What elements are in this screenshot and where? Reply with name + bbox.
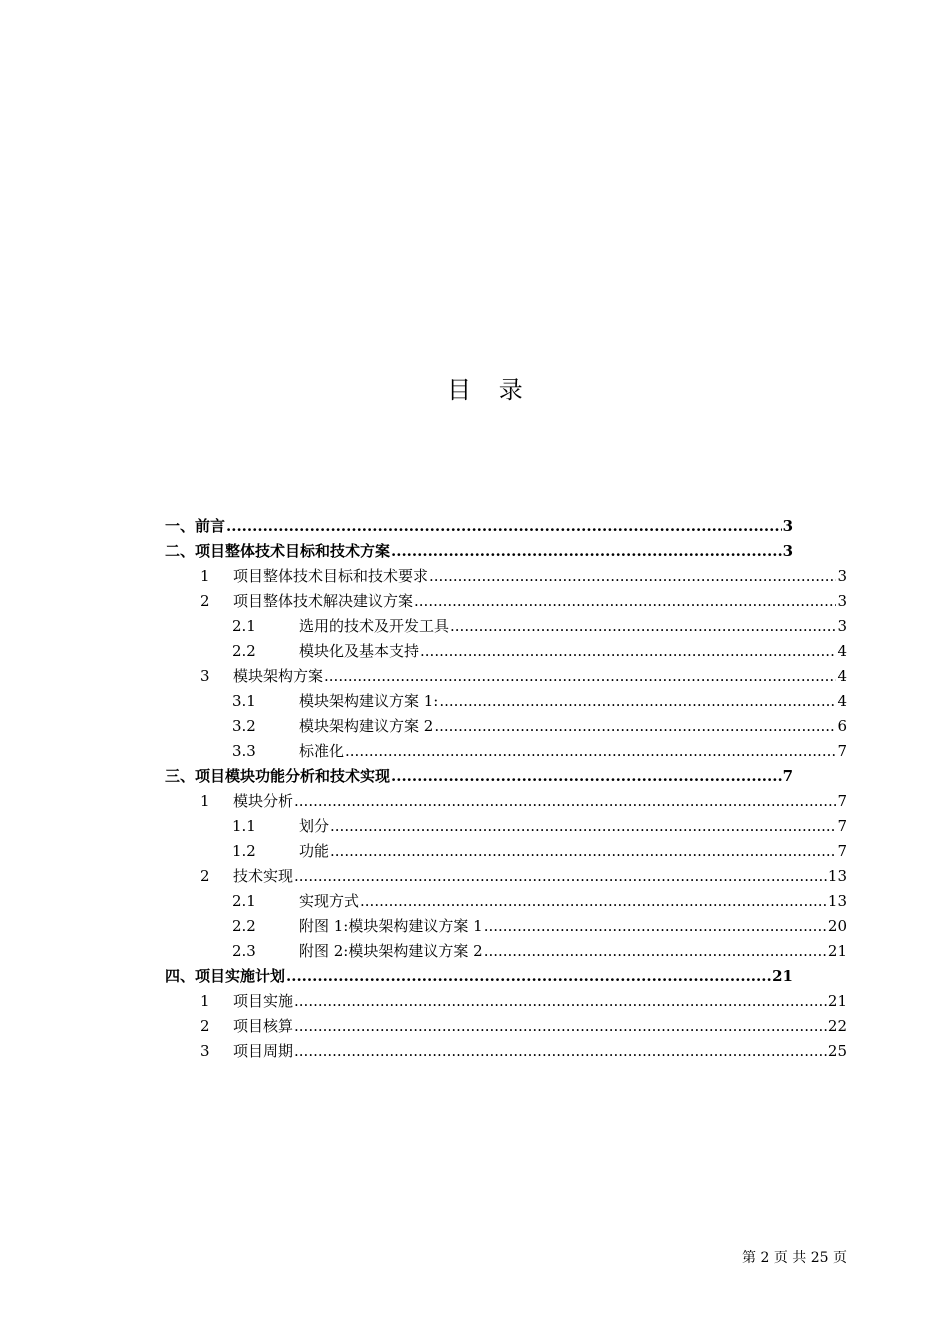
toc-dot-leader: [360, 889, 827, 914]
toc-entry-label: 项目周期: [233, 1042, 294, 1060]
toc-entry-number: 2.2: [232, 642, 256, 660]
toc-entry[interactable]: [165, 539, 847, 564]
toc-entry-number: 1: [200, 567, 210, 585]
toc-entry-label: 技术实现: [233, 867, 294, 885]
toc-dot-leader: [429, 564, 836, 589]
toc-entry[interactable]: [165, 914, 847, 939]
toc-entry-page: 7: [837, 742, 847, 760]
toc-entry-page: 21: [827, 992, 847, 1010]
toc-dot-leader: [414, 589, 836, 614]
toc-entry[interactable]: [165, 739, 847, 764]
toc-entry-line: [232, 814, 847, 839]
toc-entry[interactable]: [165, 1039, 847, 1064]
toc-dot-leader: [294, 864, 827, 889]
toc-entry-line: [232, 839, 847, 864]
toc-entry-page: 4: [837, 642, 847, 660]
toc-entry[interactable]: [165, 864, 847, 889]
toc-entry-page: 4: [837, 667, 847, 685]
toc-dot-leader: [345, 739, 836, 764]
toc-entry-label: 模块化及基本支持: [299, 642, 420, 660]
toc-entry-line: [165, 964, 793, 989]
toc-entry-label: 标准化: [299, 742, 345, 760]
toc-entry-line: [200, 589, 847, 614]
toc-entry[interactable]: [165, 814, 847, 839]
toc-entry-line: [200, 1014, 847, 1039]
toc-entry-line: [165, 539, 793, 564]
toc-entry-number: 2.1: [232, 892, 256, 910]
toc-entry-page: 3: [782, 517, 793, 535]
toc-entry-line: [232, 689, 847, 714]
toc-dot-leader: [330, 839, 836, 864]
toc-entry[interactable]: [165, 889, 847, 914]
toc-entry-page: 7: [837, 842, 847, 860]
toc-entry-number: 1.2: [232, 842, 256, 860]
toc-entry-label: 附图 2:模块架构建议方案 2: [299, 942, 483, 960]
toc-entry[interactable]: [165, 1014, 847, 1039]
toc-dot-leader: [484, 914, 827, 939]
toc-entry-line: [200, 789, 847, 814]
toc-entry[interactable]: [165, 589, 847, 614]
toc-entry-label: 附图 1:模块架构建议方案 1: [299, 917, 483, 935]
toc-entry[interactable]: [165, 964, 847, 989]
toc-entry[interactable]: [165, 664, 847, 689]
toc-entry-label: 划分: [299, 817, 330, 835]
table-of-contents: [165, 514, 847, 1064]
toc-entry-label: 模块架构方案: [233, 667, 324, 685]
toc-entry-label: 二、项目整体技术目标和技术方案: [165, 542, 391, 560]
toc-dot-leader: [286, 964, 771, 989]
toc-entry-page: 7: [837, 817, 847, 835]
toc-entry-page: 3: [837, 617, 847, 635]
toc-entry-page: 7: [837, 792, 847, 810]
toc-entry-label: 选用的技术及开发工具: [299, 617, 450, 635]
toc-entry[interactable]: [165, 614, 847, 639]
toc-entry-line: [200, 1039, 847, 1064]
toc-entry-label: 项目实施: [233, 992, 294, 1010]
toc-entry-page: 21: [827, 942, 847, 960]
page-footer: [742, 1247, 847, 1267]
toc-dot-leader: [484, 939, 827, 964]
toc-entry-line: [200, 989, 847, 1014]
toc-entry-page: 13: [827, 892, 847, 910]
toc-entry-page: 22: [827, 1017, 847, 1035]
toc-entry-page: 4: [837, 692, 847, 710]
toc-entry-label: 三、项目模块功能分析和技术实现: [165, 767, 391, 785]
toc-entry[interactable]: [165, 689, 847, 714]
toc-entry-page: 3: [782, 542, 793, 560]
toc-entry-label: 项目核算: [233, 1017, 294, 1035]
toc-entry-line: [232, 614, 847, 639]
toc-entry-line: [200, 564, 847, 589]
toc-entry-line: [200, 864, 847, 889]
toc-entry-number: 2.2: [232, 917, 256, 935]
toc-entry-label: 模块分析: [233, 792, 294, 810]
toc-dot-leader: [330, 814, 836, 839]
toc-entry-page: 20: [827, 917, 847, 935]
toc-entry-label: 一、前言: [165, 517, 226, 535]
toc-entry-line: [232, 889, 847, 914]
toc-entry-number: 3.3: [232, 742, 256, 760]
toc-entry-label: 模块架构建议方案 1:: [299, 692, 439, 710]
toc-entry-line: [232, 639, 847, 664]
toc-dot-leader: [439, 689, 836, 714]
toc-entry-label: 功能: [299, 842, 330, 860]
toc-entry-line: [165, 764, 793, 789]
toc-dot-leader: [450, 614, 836, 639]
toc-entry-page: 21: [772, 967, 793, 985]
toc-dot-leader: [294, 789, 836, 814]
toc-entry-page: 25: [827, 1042, 847, 1060]
toc-entry-label: 模块架构建议方案 2: [299, 717, 434, 735]
toc-entry-line: [200, 664, 847, 689]
toc-dot-leader: [294, 1014, 827, 1039]
toc-entry[interactable]: [165, 839, 847, 864]
toc-entry[interactable]: [165, 764, 847, 789]
toc-dot-leader: [294, 1039, 827, 1064]
toc-entry-number: 2: [200, 867, 210, 885]
toc-entry-line: [232, 914, 847, 939]
toc-entry-number: 3.1: [232, 692, 256, 710]
toc-entry-page: 3: [837, 567, 847, 585]
toc-entry[interactable]: [165, 789, 847, 814]
toc-entry-number: 1.1: [232, 817, 256, 835]
toc-title: 目 录: [447, 376, 533, 404]
toc-dot-leader: [434, 714, 836, 739]
toc-dot-leader: [324, 664, 836, 689]
toc-entry-label: 项目整体技术解决建议方案: [233, 592, 414, 610]
toc-entry-number: 2.1: [232, 617, 256, 635]
toc-entry[interactable]: [165, 989, 847, 1014]
toc-entry-line: [232, 714, 847, 739]
toc-entry-page: 13: [827, 867, 847, 885]
toc-dot-leader: [294, 989, 827, 1014]
toc-entry-number: 1: [200, 792, 210, 810]
toc-entry[interactable]: [165, 939, 847, 964]
toc-entry-page: 3: [837, 592, 847, 610]
toc-entry-label: 四、项目实施计划: [165, 967, 286, 985]
toc-entry-line: [165, 514, 793, 539]
toc-entry-number: 2.3: [232, 942, 256, 960]
toc-entry-number: 1: [200, 992, 210, 1010]
toc-entry-label: 实现方式: [299, 892, 360, 910]
toc-entry-page: 6: [837, 717, 847, 735]
toc-entry[interactable]: [165, 714, 847, 739]
toc-entry-number: 3: [200, 1042, 210, 1060]
toc-entry-page: 7: [782, 767, 793, 785]
toc-entry[interactable]: [165, 639, 847, 664]
toc-entry[interactable]: [165, 564, 847, 589]
toc-entry-line: [232, 739, 847, 764]
toc-entry-label: 项目整体技术目标和技术要求: [233, 567, 429, 585]
toc-dot-leader: [420, 639, 836, 664]
toc-dot-leader: [391, 764, 782, 789]
page-number-text: 第 2 页 共 25 页: [742, 1250, 847, 1266]
toc-entry-line: [232, 939, 847, 964]
toc-entry-number: 2: [200, 1017, 210, 1035]
toc-dot-leader: [226, 514, 782, 539]
toc-entry[interactable]: [165, 514, 847, 539]
toc-entry-number: 3.2: [232, 717, 256, 735]
toc-dot-leader: [391, 539, 782, 564]
toc-entry-number: 3: [200, 667, 210, 685]
toc-entry-number: 2: [200, 592, 210, 610]
